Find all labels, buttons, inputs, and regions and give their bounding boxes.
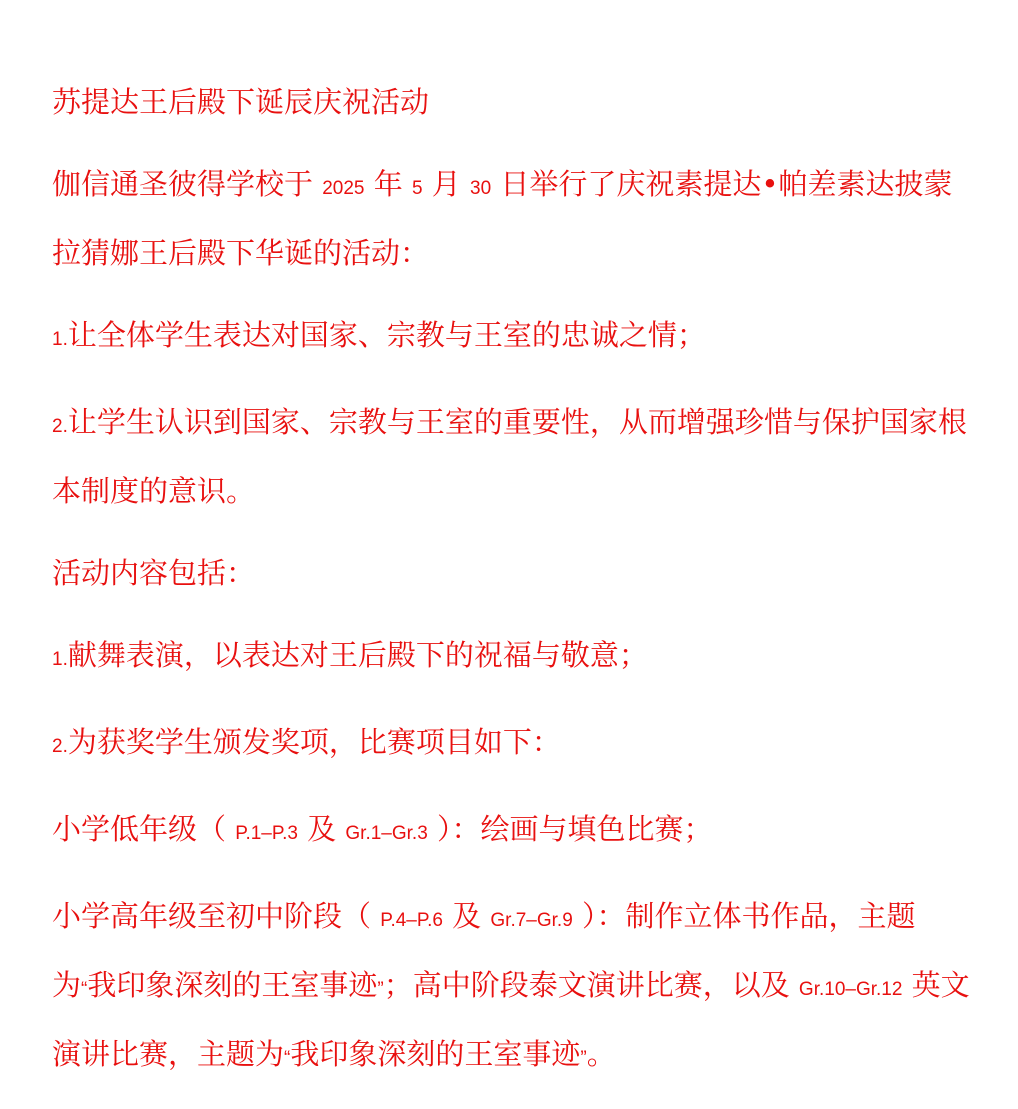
lower-primary-text-b: ）：绘画与填色比赛；	[437, 812, 713, 846]
goal-number: 2.	[52, 416, 68, 437]
lower-primary-grades-gr: Gr.1–Gr.3	[345, 823, 428, 844]
activity-number: 2.	[52, 736, 68, 757]
activities-heading: 活动内容包括：	[52, 556, 256, 590]
upper-primary-text-d: 英文演讲比赛，主题为	[52, 968, 970, 1071]
activity-item	[52, 710, 972, 779]
intro-text-3: 月	[431, 167, 461, 201]
upper-primary-grades-gr: Gr.7–Gr.9	[490, 910, 573, 931]
goal-text: 让学生认识到国家、宗教与王室的重要性，从而增强珍惜与保护国家根本制度的意识。	[52, 405, 967, 508]
lower-primary-paragraph	[52, 797, 972, 866]
intro-text-2: 年	[373, 167, 403, 201]
document-title: 苏提达王后殿下诞辰庆祝活动	[52, 85, 430, 119]
intro-month: 5	[411, 178, 423, 199]
high-school-grades: Gr.10–Gr.12	[798, 979, 903, 1000]
intro-paragraph	[52, 152, 972, 285]
upper-primary-paragraph	[52, 884, 972, 1091]
document-body	[52, 78, 972, 1109]
close-quote: ”	[377, 979, 384, 1000]
lower-primary-and: 及	[307, 812, 337, 846]
goal-item	[52, 303, 972, 372]
upper-primary-text-b: ）：制作立体书作品，主题为	[52, 899, 916, 1002]
intro-text-4: 日举行了庆祝素提达•帕差素达披蒙拉猜娜王后殿下华诞的活动：	[52, 167, 953, 270]
goal-item	[52, 390, 972, 523]
lower-primary-grades-p: P.1–P.3	[235, 823, 298, 844]
intro-text-1: 伽信通圣彼得学校于	[52, 167, 314, 201]
activity-text: 为获奖学生颁发奖项，比赛项目如下：	[67, 725, 561, 759]
lower-primary-text-a: 小学低年级（	[52, 812, 227, 846]
theme-text: 我印象深刻的王室事迹	[87, 968, 378, 1002]
intro-day: 30	[470, 178, 492, 199]
upper-primary-grades-p: P.4–P.6	[380, 910, 443, 931]
intro-year: 2025	[322, 178, 365, 199]
goal-number: 1.	[52, 329, 68, 350]
theme-text: 我印象深刻的王室事迹	[290, 1037, 581, 1071]
open-quote: “	[81, 979, 88, 1000]
upper-primary-text-c: ；高中阶段泰文演讲比赛，以及	[383, 968, 790, 1002]
upper-primary-and: 及	[452, 899, 482, 933]
activity-number: 1.	[52, 649, 68, 670]
activity-item	[52, 623, 972, 692]
goal-text: 让全体学生表达对国家、宗教与王室的忠诚之情；	[67, 318, 706, 352]
activity-text: 献舞表演，以表达对王后殿下的祝福与敬意；	[67, 638, 648, 672]
upper-primary-text-a: 小学高年级至初中阶段（	[52, 899, 372, 933]
close-quote: ”	[580, 1048, 587, 1069]
open-quote: “	[284, 1048, 291, 1069]
upper-primary-text-e: 。	[586, 1037, 616, 1071]
